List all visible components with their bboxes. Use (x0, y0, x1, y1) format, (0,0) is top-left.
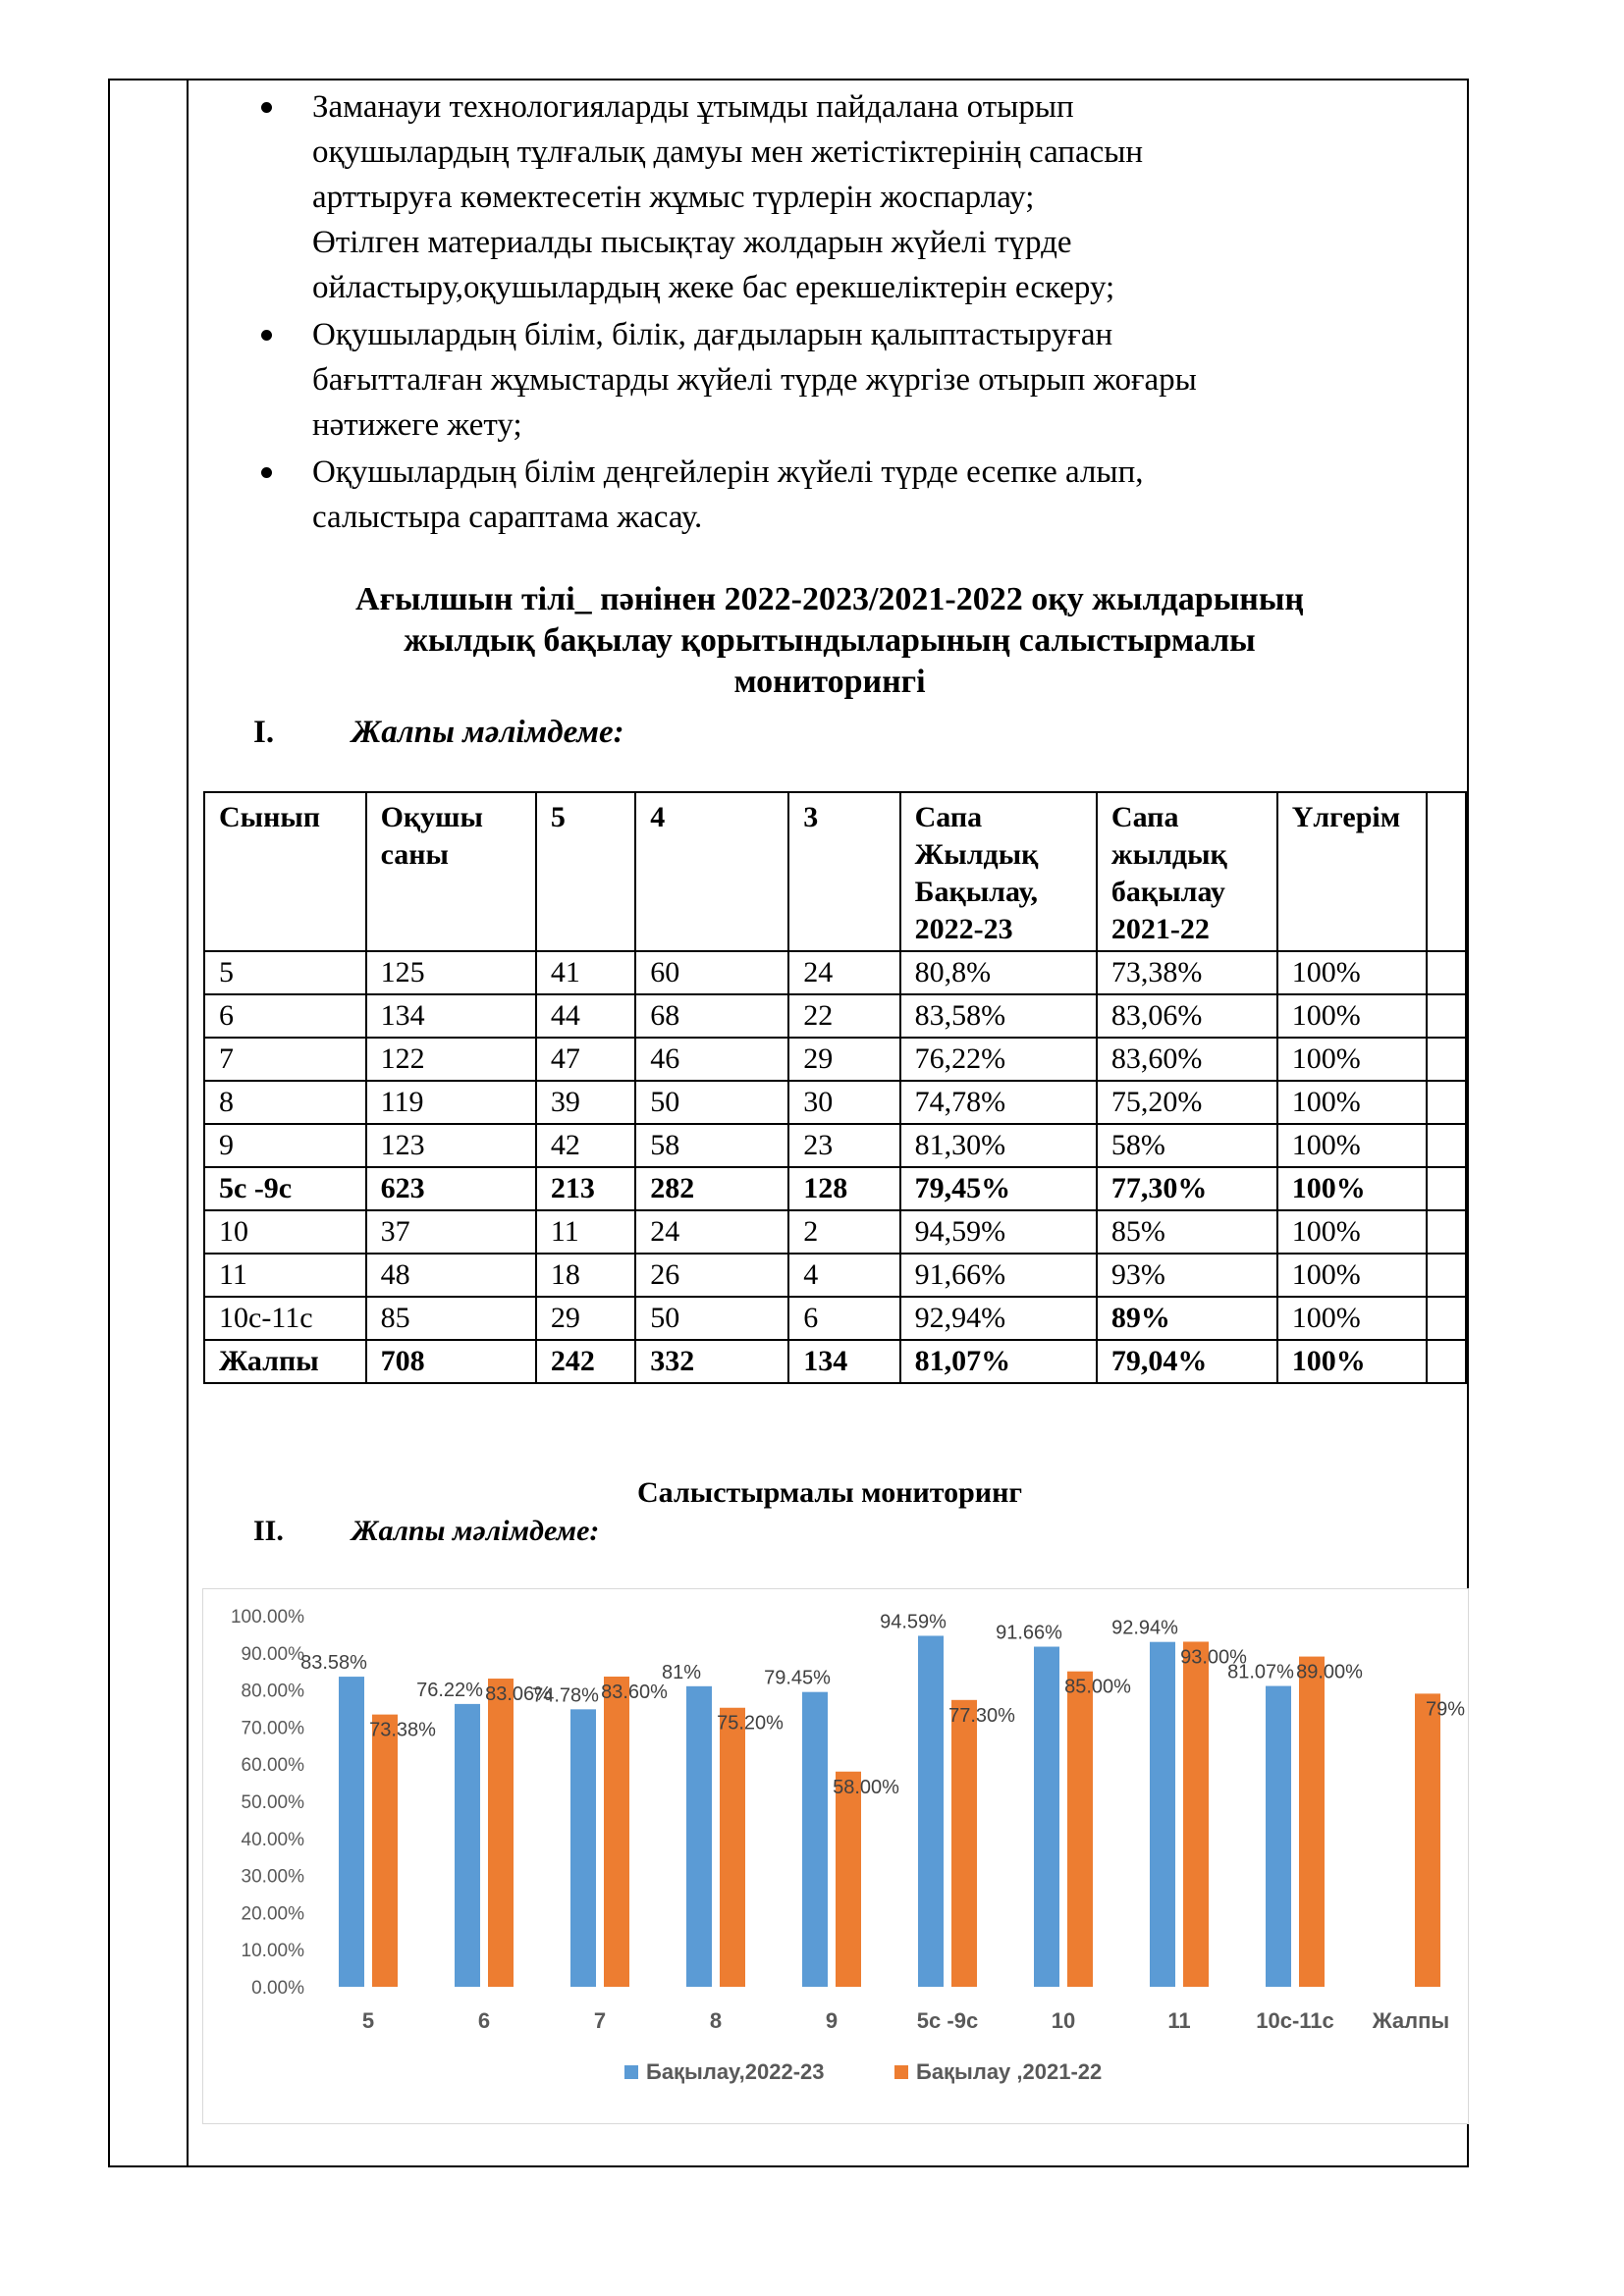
table-cell: 5с -9с (204, 1167, 366, 1210)
table-row (204, 1038, 1466, 1081)
section-2-label (253, 1515, 599, 1548)
header-line: 5 (550, 801, 566, 833)
table-cell: 42 (536, 1124, 635, 1167)
header-line: Сынып (219, 801, 321, 833)
section-2-text: Жалпы мәлімдеме: (352, 1515, 600, 1547)
table-cell: 77,30% (1097, 1167, 1277, 1210)
table-cell: 213 (536, 1167, 635, 1210)
table-edge-cell (1427, 1297, 1466, 1340)
table-row (204, 951, 1466, 994)
table-row (204, 1210, 1466, 1254)
table-cell: 708 (366, 1340, 536, 1383)
bullet-line: Өтілген материалды пысықтау жолдарын жүйелі түрде (312, 225, 1072, 260)
bar-series1 (1034, 1647, 1059, 1987)
table-cell: 23 (788, 1124, 899, 1167)
table-cell: 100% (1277, 1124, 1427, 1167)
bullet-line: арттыруға көмектесетін жұмыс түрлерін жоспарлау; (312, 180, 1035, 215)
data-label: 91.66% (996, 1622, 1062, 1644)
x-tick-label: 5 (361, 2008, 375, 2033)
y-tick-label: 20.00% (241, 1903, 304, 1925)
bullet-dot-icon (261, 102, 272, 113)
data-label: 79% (1425, 1698, 1466, 1721)
table-cell: 41 (536, 951, 635, 994)
bullet-line: ойластыру,оқушылардың жеке бас ерекшеліктерін ескеру; (312, 270, 1115, 305)
data-label: 73.38% (369, 1719, 436, 1741)
bar-series2 (1415, 1693, 1440, 1987)
bar-series1 (686, 1686, 712, 1987)
table-cell: 91,66% (900, 1254, 1097, 1297)
bullet-item (253, 450, 1432, 540)
bullet-line: Оқушылардың білім, білік, дағдыларын қалыптастыруған (312, 317, 1113, 352)
data-label: 93.00% (1180, 1646, 1247, 1669)
table-cell: 73,38% (1097, 951, 1277, 994)
results-table (203, 791, 1467, 1384)
data-label: 89.00% (1296, 1661, 1363, 1683)
table-cell: 100% (1277, 994, 1427, 1038)
table-row (204, 1167, 1466, 1210)
table-cell: 44 (536, 994, 635, 1038)
table-cell: 134 (788, 1340, 899, 1383)
bullet-line: Оқушылардың білім деңгейлерін жүйелі түрде есепке алып, (312, 454, 1144, 490)
y-tick-label: 60.00% (241, 1755, 304, 1777)
y-tick-label: 70.00% (241, 1718, 304, 1739)
x-tick-label: Жалпы (1372, 2008, 1450, 2033)
table-cell: 10 (204, 1210, 366, 1254)
bullet-item (253, 312, 1432, 448)
frame-divider (187, 79, 189, 2167)
section-1-number: I. (253, 715, 275, 750)
table-cell: 100% (1277, 1340, 1427, 1383)
bar-series2 (951, 1700, 977, 1987)
header-line: 3 (803, 801, 819, 833)
table-cell: 89% (1097, 1297, 1277, 1340)
bar-series1 (570, 1709, 596, 1987)
legend-swatch (894, 2065, 908, 2079)
table-cell: 93% (1097, 1254, 1277, 1297)
table-cell: 6 (788, 1297, 899, 1340)
table-cell: 58 (635, 1124, 788, 1167)
table-cell: 100% (1277, 1081, 1427, 1124)
heading-line-2: жылдық бақылау қорытындыларының салыстырмалы (404, 622, 1256, 659)
table-cell: 76,22% (900, 1038, 1097, 1081)
header-line: Сапа (914, 801, 983, 833)
bullet-line: салыстыра сараптама жасау. (312, 500, 703, 535)
table-cell: 100% (1277, 951, 1427, 994)
table-cell: 81,07% (900, 1340, 1097, 1383)
y-tick-label: 80.00% (241, 1681, 304, 1702)
bullet-list (253, 84, 1432, 542)
table-cell: 30 (788, 1081, 899, 1124)
table-cell: 94,59% (900, 1210, 1097, 1254)
data-label: 58.00% (833, 1776, 899, 1798)
bar-series2 (604, 1677, 629, 1987)
bar-chart-svg (202, 1588, 1469, 2124)
y-tick-label: 50.00% (241, 1792, 304, 1813)
table-cell: 123 (366, 1124, 536, 1167)
data-label: 74.78% (532, 1684, 599, 1707)
y-tick-label: 10.00% (241, 1941, 304, 1962)
table-header-cell (536, 792, 635, 951)
bar-series1 (1150, 1642, 1175, 1987)
table-cell: 22 (788, 994, 899, 1038)
header-line: Үлгерім (1291, 801, 1401, 833)
bar-series2 (1067, 1672, 1093, 1987)
bullet-line: бағытталған жұмыстарды жүйелі түрде жүргізе отырып жоғары (312, 362, 1197, 398)
header-line: саны (380, 838, 449, 871)
table-cell: 75,20% (1097, 1081, 1277, 1124)
table-body (204, 951, 1466, 1383)
data-label: 83.06% (485, 1683, 552, 1706)
y-tick-label: 100.00% (230, 1607, 304, 1628)
bullet-line: Заманауи технологияларды ұтымды пайдалана отырып (312, 89, 1074, 125)
table-cell: 74,78% (900, 1081, 1097, 1124)
header-line: 4 (650, 801, 666, 833)
header-line: 2022-23 (914, 913, 1013, 945)
bullet-line: нәтижеге жету; (312, 407, 522, 443)
table-cell: 24 (788, 951, 899, 994)
bar-series1 (339, 1677, 364, 1987)
bar-series2 (720, 1708, 745, 1987)
table-cell: 83,06% (1097, 994, 1277, 1038)
table-cell: 48 (366, 1254, 536, 1297)
section-1-text: Жалпы мәлімдеме: (352, 715, 624, 750)
bullet-item (253, 84, 1432, 310)
bullet-dot-icon (261, 467, 272, 478)
table-cell: 60 (635, 951, 788, 994)
table-cell: 242 (536, 1340, 635, 1383)
table-row (204, 994, 1466, 1038)
data-label: 79.45% (764, 1667, 831, 1689)
chart-title: Салыстырмалы мониторинг (637, 1476, 1022, 1509)
table-cell: 29 (788, 1038, 899, 1081)
table-cell: 92,94% (900, 1297, 1097, 1340)
data-label: 83.58% (300, 1652, 367, 1675)
table-cell: 100% (1277, 1254, 1427, 1297)
table-cell: 128 (788, 1167, 899, 1210)
table-cell: 29 (536, 1297, 635, 1340)
table-cell: 4 (788, 1254, 899, 1297)
x-tick-label: 6 (477, 2008, 491, 2033)
header-line: Бақылау, (914, 876, 1038, 908)
table-cell: 58% (1097, 1124, 1277, 1167)
report-heading (226, 579, 1434, 703)
table-edge-cell (1427, 1038, 1466, 1081)
x-tick-label: 10с-11с (1256, 2008, 1334, 2033)
heading-line-1: Ағылшын тілі_ пәнінен 2022-2023/2021-2022 оқу жылдарының (355, 581, 1304, 617)
table-edge-cell (1427, 1081, 1466, 1124)
table-cell: 100% (1277, 1038, 1427, 1081)
bar-series1 (455, 1704, 480, 1987)
bar-series2 (372, 1715, 398, 1987)
header-line: Оқушы (380, 801, 483, 833)
heading-line-3: мониторингі (733, 664, 926, 700)
table-cell: 80,8% (900, 951, 1097, 994)
header-line: Сапа (1110, 801, 1179, 833)
table-cell: 8 (204, 1081, 366, 1124)
header-line: Жылдық (914, 838, 1039, 871)
y-tick-label: 0.00% (251, 1978, 304, 1999)
table-edge-cell (1427, 1254, 1466, 1297)
table-cell: 50 (635, 1081, 788, 1124)
data-label: 75.20% (717, 1712, 784, 1735)
table-header-cell (900, 792, 1097, 951)
table-edge-cell (1427, 994, 1466, 1038)
table-cell: 79,45% (900, 1167, 1097, 1210)
table-row (204, 1254, 1466, 1297)
y-tick-label: 40.00% (241, 1829, 304, 1850)
table-header-cell (635, 792, 788, 951)
table-cell: 100% (1277, 1210, 1427, 1254)
table-cell: 83,58% (900, 994, 1097, 1038)
data-label: 81% (661, 1661, 702, 1683)
table-header-cell (1277, 792, 1427, 951)
x-tick-label: 5с -9с (916, 2008, 979, 2033)
data-label: 81.07% (1227, 1661, 1294, 1683)
table-edge-cell (1427, 1210, 1466, 1254)
table-cell: 11 (204, 1254, 366, 1297)
table-cell: 47 (536, 1038, 635, 1081)
section-2-number: II. (253, 1515, 284, 1547)
table-cell: 100% (1277, 1297, 1427, 1340)
table-row (204, 1124, 1466, 1167)
bar-series2 (836, 1772, 861, 1987)
data-label: 85.00% (1064, 1676, 1131, 1698)
table-header-cell (366, 792, 536, 951)
bar-series2 (488, 1679, 514, 1987)
table-cell: 18 (536, 1254, 635, 1297)
table-cell: 68 (635, 994, 788, 1038)
data-label: 83.60% (601, 1681, 668, 1703)
table-row (204, 1081, 1466, 1124)
table-cell: 119 (366, 1081, 536, 1124)
data-label: 77.30% (948, 1704, 1015, 1727)
table-cell: 37 (366, 1210, 536, 1254)
bar-series1 (1266, 1686, 1291, 1987)
table-cell: 46 (635, 1038, 788, 1081)
table-cell: 39 (536, 1081, 635, 1124)
table-row (204, 1340, 1466, 1383)
table-cell: 24 (635, 1210, 788, 1254)
legend-swatch (624, 2065, 638, 2079)
table-header-cell (204, 792, 366, 951)
bar-series1 (802, 1692, 828, 1987)
table-cell: 5 (204, 951, 366, 994)
bar-series2 (1183, 1641, 1209, 1987)
x-tick-label: 10 (1051, 2008, 1076, 2033)
table-row (204, 1297, 1466, 1340)
table-cell: 6 (204, 994, 366, 1038)
x-tick-label: 7 (593, 2008, 607, 2033)
table-cell: 125 (366, 951, 536, 994)
table-edge-cell (1427, 1124, 1466, 1167)
data-label: 94.59% (880, 1611, 947, 1633)
header-line: бақылау (1110, 876, 1225, 908)
section-1-label (253, 715, 624, 751)
bullet-line: оқушылардың тұлғалық дамуы мен жетістіктерінің сапасын (312, 134, 1144, 170)
comparison-chart (202, 1588, 1469, 2124)
bar-series2 (1299, 1657, 1325, 1987)
table-header-cell (1097, 792, 1277, 951)
table-edge-cell (1427, 1167, 1466, 1210)
table-cell: 332 (635, 1340, 788, 1383)
table-cell: 11 (536, 1210, 635, 1254)
table-cell: 83,60% (1097, 1038, 1277, 1081)
bar-series1 (918, 1635, 944, 1987)
x-tick-label: 8 (709, 2008, 723, 2033)
table-cell: 85% (1097, 1210, 1277, 1254)
table-cell: Жалпы (204, 1340, 366, 1383)
table-cell: 50 (635, 1297, 788, 1340)
legend-label: Бақылау ,2021-22 (916, 2059, 1103, 2084)
table-cell: 79,04% (1097, 1340, 1277, 1383)
table-cell: 10с-11с (204, 1297, 366, 1340)
table-cell: 134 (366, 994, 536, 1038)
x-tick-label: 9 (825, 2008, 839, 2033)
bullet-dot-icon (261, 330, 272, 341)
table-edge-cell (1427, 951, 1466, 994)
data-label: 76.22% (416, 1679, 483, 1701)
table-cell: 9 (204, 1124, 366, 1167)
header-line: 2021-22 (1110, 913, 1210, 945)
table-cell: 26 (635, 1254, 788, 1297)
table-cell: 122 (366, 1038, 536, 1081)
table-edge-cell (1427, 792, 1466, 951)
y-tick-label: 30.00% (241, 1866, 304, 1888)
y-tick-label: 90.00% (241, 1643, 304, 1665)
data-label: 92.94% (1111, 1617, 1178, 1639)
table-cell: 81,30% (900, 1124, 1097, 1167)
header-line: жылдық (1110, 838, 1227, 871)
legend-label: Бақылау,2022-23 (646, 2059, 825, 2084)
table-header-row (204, 792, 1466, 951)
table-edge-cell (1427, 1340, 1466, 1383)
table-header-cell (788, 792, 899, 951)
table-cell: 623 (366, 1167, 536, 1210)
table-cell: 7 (204, 1038, 366, 1081)
table-cell: 85 (366, 1297, 536, 1340)
table-cell: 100% (1277, 1167, 1427, 1210)
table-cell: 282 (635, 1167, 788, 1210)
x-tick-label: 11 (1167, 2008, 1191, 2033)
table-cell: 2 (788, 1210, 899, 1254)
